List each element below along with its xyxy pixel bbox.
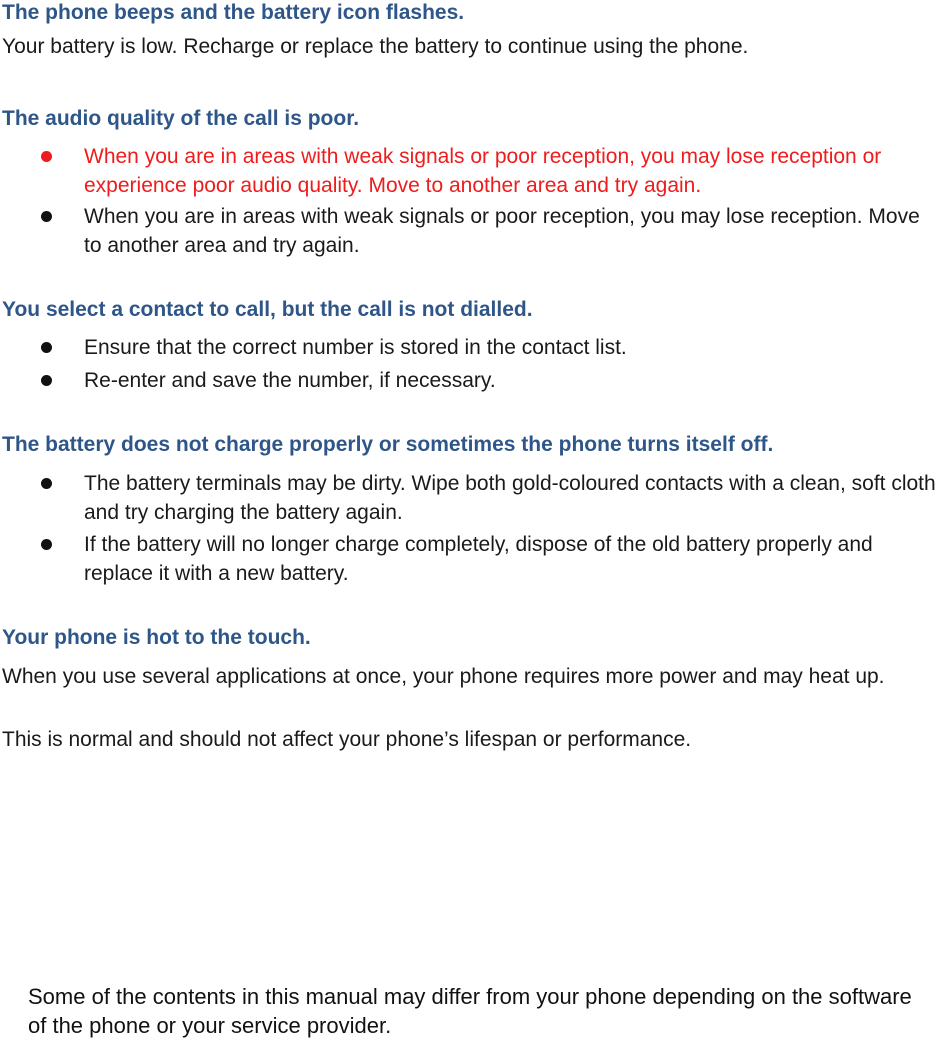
section-heading-audio-quality: The audio quality of the call is poor.	[2, 107, 360, 130]
section-heading-call-not-dialled: You select a contact to call, but the call is not dialled.	[2, 298, 533, 321]
bullet-text: If the battery will no longer charge completely, dispose of the old battery properly and replace it with a new battery.	[84, 533, 873, 585]
section-heading-phone-hot: Your phone is hot to the touch.	[2, 626, 311, 649]
bullet-dot-icon	[41, 478, 52, 489]
bullet-text: The battery terminals may be dirty. Wipe both gold-coloured contacts with a clean, soft cloth and try charging the battery again.	[84, 472, 936, 524]
section-heading-battery-charge: The battery does not charge properly or sometimes the phone turns itself off.	[2, 433, 774, 456]
bullet-text: When you are in areas with weak signals or poor reception, you may lose reception. Move to another area and try again.	[84, 205, 920, 257]
section-paragraph: This is normal and should not affect your phone’s lifespan or performance.	[2, 728, 692, 751]
section-paragraph: When you use several applications at once, your phone requires more power and may heat up.	[2, 665, 885, 688]
bullet-text: When you are in areas with weak signals or poor reception, you may lose reception or experience poor audio quality. Move to another area and try again.	[84, 145, 882, 197]
section-heading-battery-low: The phone beeps and the battery icon flashes.	[2, 1, 465, 24]
bullet-dot-icon	[41, 375, 52, 386]
bullet-text: Ensure that the correct number is stored in the contact list.	[84, 336, 627, 359]
bullet-dot-icon	[41, 211, 52, 222]
bullet-dot-icon	[41, 151, 52, 162]
bullet-text: Re-enter and save the number, if necessary.	[84, 369, 496, 392]
footer-note: Some of the contents in this manual may differ from your phone depending on the software of the phone or your service provider.	[28, 984, 912, 1038]
bullet-dot-icon	[41, 342, 52, 353]
section-paragraph: Your battery is low. Recharge or replace the battery to continue using the phone.	[2, 35, 749, 58]
bullet-dot-icon	[41, 539, 52, 550]
